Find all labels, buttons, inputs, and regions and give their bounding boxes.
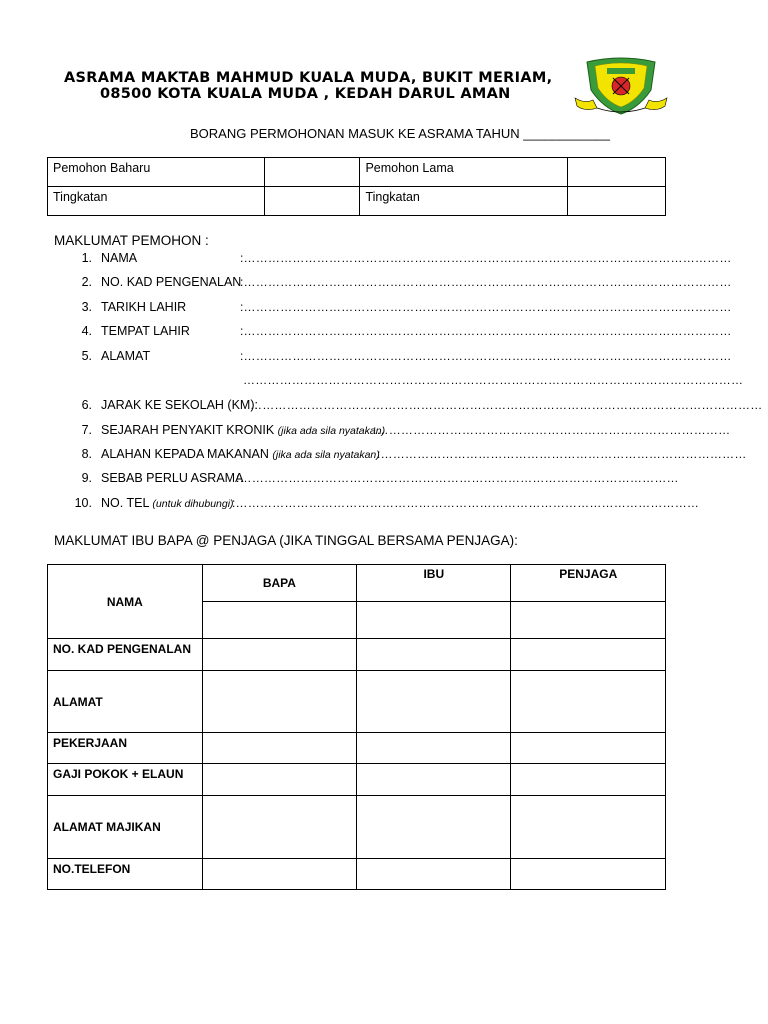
row-header-salary: GAJI POKOK + ELAUN xyxy=(48,764,203,796)
address-field[interactable]: :………………………………………………………………………………………………………… xyxy=(240,349,732,363)
table-cell[interactable] xyxy=(202,796,356,859)
row-header-phone: NO.TELEFON xyxy=(48,859,203,890)
mother-name-cell[interactable] xyxy=(357,602,511,639)
parent-info-table xyxy=(47,564,666,890)
table-cell[interactable] xyxy=(357,764,511,796)
form-level-label-left: Tingkatan xyxy=(53,190,108,204)
birth-date-field[interactable]: :………………………………………………………………………………………………………… xyxy=(240,300,732,314)
table-cell[interactable] xyxy=(357,671,511,733)
column-header-mother: IBU xyxy=(357,565,511,602)
table-cell[interactable] xyxy=(202,671,356,733)
address-field-line2[interactable]: …………………………………………………………………………………………………………… xyxy=(243,373,744,387)
list-item: 10. NO. TEL (untuk dihubungi) xyxy=(74,496,234,510)
new-applicant-checkbox[interactable] xyxy=(265,158,360,187)
table-cell[interactable] xyxy=(202,733,356,764)
birth-place-field[interactable]: :………………………………………………………………………………………………………… xyxy=(240,324,732,338)
table-cell[interactable] xyxy=(357,639,511,671)
list-item: 3. TARIKH LAHIR xyxy=(81,300,187,314)
school-address-line2: 08500 KOTA KUALA MUDA , KEDAH DARUL AMAN xyxy=(100,86,511,102)
form-level-field-left[interactable] xyxy=(265,187,360,216)
row-header-employer-address: ALAMAT MAJIKAN xyxy=(48,796,203,859)
chronic-illness-field[interactable]: :…………………………………………………………………………… xyxy=(373,423,731,437)
table-cell[interactable] xyxy=(202,639,356,671)
list-item: 2. NO. KAD PENGENALAN xyxy=(81,275,242,289)
school-name-line1: ASRAMA MAKTAB MAHMUD KUALA MUDA, BUKIT MERIAM, xyxy=(64,70,553,86)
distance-field[interactable]: ……………………………………………………………………………………………………………… xyxy=(250,398,763,412)
table-cell[interactable] xyxy=(511,796,666,859)
row-header-address: ALAMAT xyxy=(48,671,203,733)
table-cell[interactable] xyxy=(511,733,666,764)
table-cell[interactable] xyxy=(357,859,511,890)
list-item: 9. SEBAB PERLU ASRAMA xyxy=(81,471,244,485)
table-cell[interactable] xyxy=(202,764,356,796)
table-cell[interactable] xyxy=(511,859,666,890)
applicant-info-title: MAKLUMAT PEMOHON : xyxy=(54,233,209,248)
school-crest-icon xyxy=(573,56,669,116)
list-item: 1. NAMA xyxy=(81,251,138,265)
father-name-cell[interactable] xyxy=(202,602,356,639)
table-cell[interactable] xyxy=(511,764,666,796)
row-header-occupation: PEKERJAAN xyxy=(48,733,203,764)
applicant-type-table xyxy=(47,157,666,216)
form-title: BORANG PERMOHONAN MASUK KE ASRAMA TAHUN ____________ xyxy=(190,126,611,141)
list-item: 7. SEJARAH PENYAKIT KRONIK (jika ada sila nyatakan) xyxy=(81,423,386,437)
column-header-father: BAPA xyxy=(202,565,356,602)
ic-number-field[interactable]: :………………………………………………………………………………………………………… xyxy=(240,275,732,289)
list-item: 8. ALAHAN KEPADA MAKANAN (jika ada sila nyatakan) xyxy=(81,447,380,461)
table-cell[interactable] xyxy=(357,796,511,859)
table-cell[interactable] xyxy=(511,639,666,671)
phone-field[interactable]: :…………………………………………………………………………………………………… xyxy=(232,496,700,510)
list-item: 6. JARAK KE SEKOLAH (KM): xyxy=(81,398,258,412)
hostel-reason-field[interactable]: :……………………………………………………………………………………………… xyxy=(236,471,679,485)
list-item: 4. TEMPAT LAHIR xyxy=(81,324,190,338)
form-level-label-right: Tingkatan xyxy=(365,190,420,204)
row-header-ic: NO. KAD PENGENALAN xyxy=(48,639,203,671)
form-level-field-right[interactable] xyxy=(567,187,665,216)
row-header-name: NAMA xyxy=(48,565,203,639)
new-applicant-label: Pemohon Baharu xyxy=(53,161,151,175)
food-allergy-field[interactable]: :……………………………………………………………………………… xyxy=(377,447,747,461)
column-header-guardian: PENJAGA xyxy=(511,565,666,602)
table-cell[interactable] xyxy=(511,671,666,733)
old-applicant-checkbox[interactable] xyxy=(567,158,665,187)
table-cell[interactable] xyxy=(357,733,511,764)
table-cell[interactable] xyxy=(202,859,356,890)
parent-info-title: MAKLUMAT IBU BAPA @ PENJAGA (JIKA TINGGAL BERSAMA PENJAGA): xyxy=(54,533,518,548)
name-field[interactable]: :………………………………………………………………………………………………………… xyxy=(240,251,732,265)
old-applicant-label: Pemohon Lama xyxy=(365,161,454,175)
list-item: 5. ALAMAT xyxy=(81,349,151,363)
guardian-name-cell[interactable] xyxy=(511,602,666,639)
